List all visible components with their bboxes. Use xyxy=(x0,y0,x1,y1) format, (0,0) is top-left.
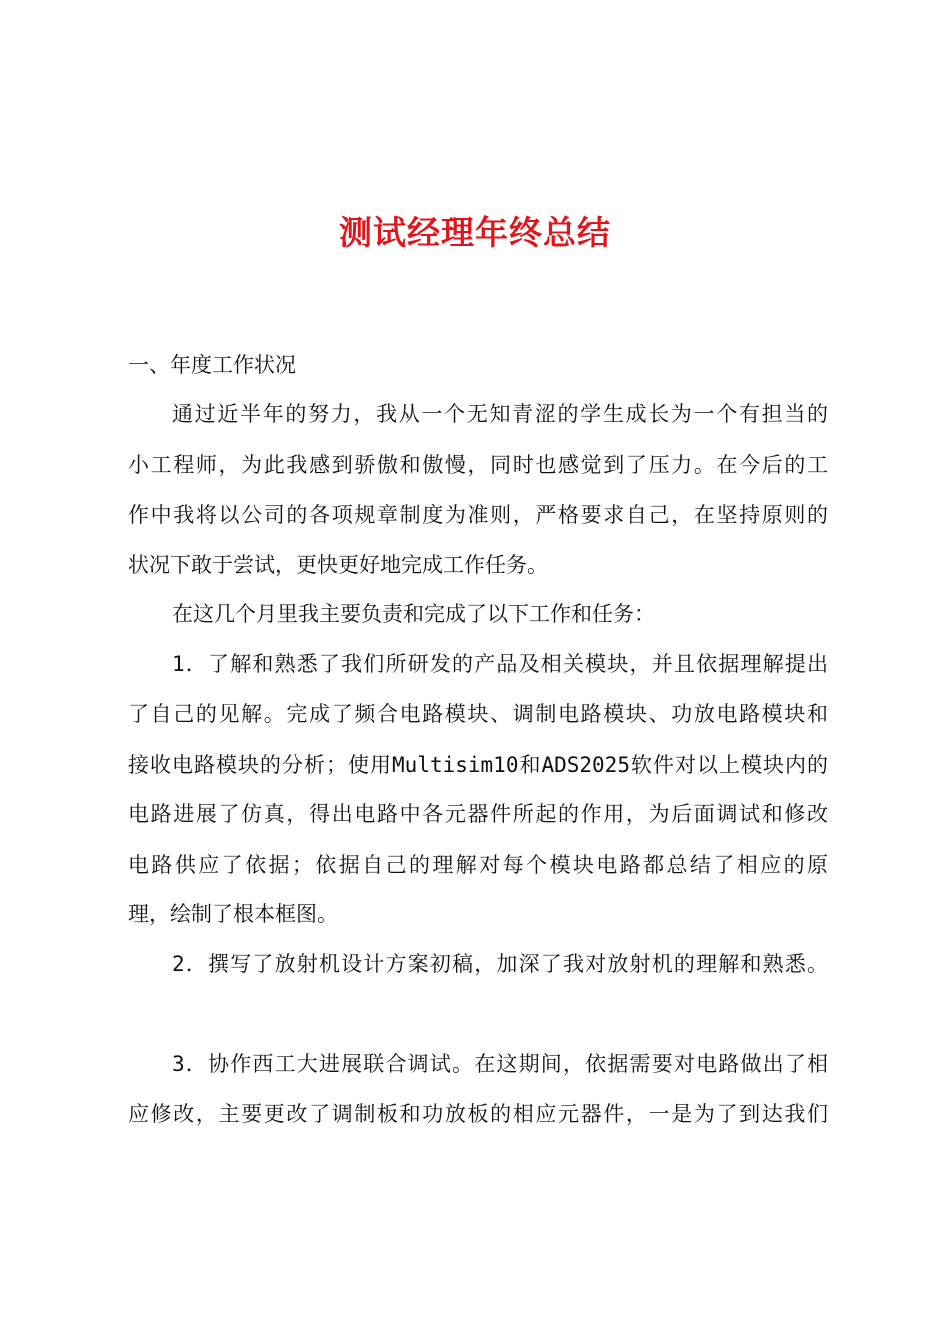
paragraph-line: 在这几个月里我主要负责和完成了以下工作和任务： xyxy=(172,602,655,626)
list-item-line: 电路进展了仿真，得出电路中各元器件所起的作用，为后面调试和修改 xyxy=(128,802,828,826)
section-heading: 一、年度工作状况 xyxy=(128,353,296,377)
paragraph-line: 小工程师，为此我感到骄傲和傲慢，同时也感觉到了压力。在今后的工 xyxy=(128,453,828,477)
list-item-line: 应修改，主要更改了调制板和功放板的相应元器件，一是为了到达我们 xyxy=(128,1102,828,1126)
list-item-line: 电路供应了依据；依据自己的理解对每个模块电路都总结了相应的原 xyxy=(128,853,828,877)
list-item-line: 理，绘制了根本框图。 xyxy=(128,902,338,926)
paragraph-line: 状况下敢于尝试，更快更好地完成工作任务。 xyxy=(128,553,548,577)
list-item-line: 1．了解和熟悉了我们所研发的产品及相关模块，并且依据理解提出 xyxy=(172,652,828,676)
list-item-line: 了自己的见解。完成了频合电路模块、调制电路模块、功放电路模块和 xyxy=(128,702,828,726)
list-item-line: 接收电路模块的分析；使用Multisim10和ADS2025软件对以上模块内的 xyxy=(128,753,828,777)
list-item-line: 2．撰写了放射机设计方案初稿，加深了我对放射机的理解和熟悉。 xyxy=(172,952,828,976)
list-item-line: 3．协作西工大进展联合调试。在这期间，依据需要对电路做出了相 xyxy=(172,1052,828,1076)
paragraph-line: 通过近半年的努力，我从一个无知青涩的学生成长为一个有担当的 xyxy=(172,402,828,426)
document-title: 测试经理年终总结 xyxy=(339,213,611,252)
paragraph-line: 作中我将以公司的各项规章制度为准则，严格要求自己，在坚持原则的 xyxy=(128,503,828,527)
